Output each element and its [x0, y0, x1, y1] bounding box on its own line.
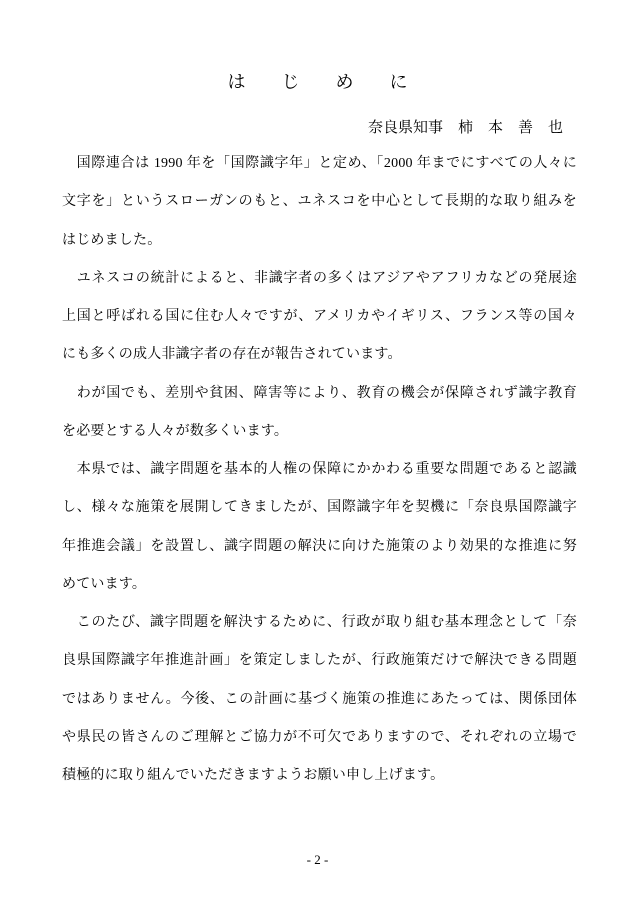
author-signature: 奈良県知事 柿 本 善 也 — [367, 120, 563, 136]
page-title: はじめに — [227, 72, 444, 92]
body-line: このたび、識字問題を解決するために、行政が取り組む基本理念として「奈 — [62, 615, 577, 630]
body-line: 上国と呼ばれる国に住む人々ですが、アメリカやイギリス、フランス等の国々 — [62, 309, 577, 324]
body-line: わが国でも、差別や貧困、障害等により、教育の機会が保障されず識字教育 — [62, 385, 577, 401]
body-line: めています。 — [62, 576, 147, 592]
body-line: を必要とする人々が数多くいます。 — [62, 423, 289, 439]
body-line: 文字を」というスローガンのもと、ユネスコを中心として長期的な取り組みを — [62, 194, 577, 210]
body-line: や県民の皆さんのご理解とご協力が不可欠でありますので、それぞれの立場で — [62, 729, 577, 745]
body-line: 年推進会議」を設置し、識字問題の解決に向けた施策のより効果的な推進に努 — [62, 538, 577, 554]
body-line: 本県では、識字問題を基本的人権の保障にかかわる重要な問題であると認識 — [62, 462, 577, 477]
body-line: し、様々な施策を展開してきましたが、国際識字年を契機に「奈良県国際識字 — [62, 500, 577, 516]
body-line: はじめました。 — [62, 232, 162, 248]
body-line: 良県国際識字年推進計画」を策定しましたが、行政施策だけで解決できる問題 — [62, 653, 577, 669]
body-text — [62, 145, 577, 795]
body-line: 積極的に取り組んでいただきますようお願い申し上げます。 — [62, 768, 445, 783]
page-number: - 2 - — [306, 852, 329, 867]
body-line: にも多くの成人非識字者の存在が報告されています。 — [62, 347, 402, 363]
body-line: ユネスコの統計によると、非識字者の多くはアジアやアフリカなどの発展途 — [62, 270, 577, 286]
body-line: 国際連合は 1990 年を「国際識字年」と定め、「2000 年までにすべての人々に — [62, 156, 577, 171]
body-line: ではありません。今後、この計画に基づく施策の推進にあたっては、関係団体 — [62, 691, 577, 707]
